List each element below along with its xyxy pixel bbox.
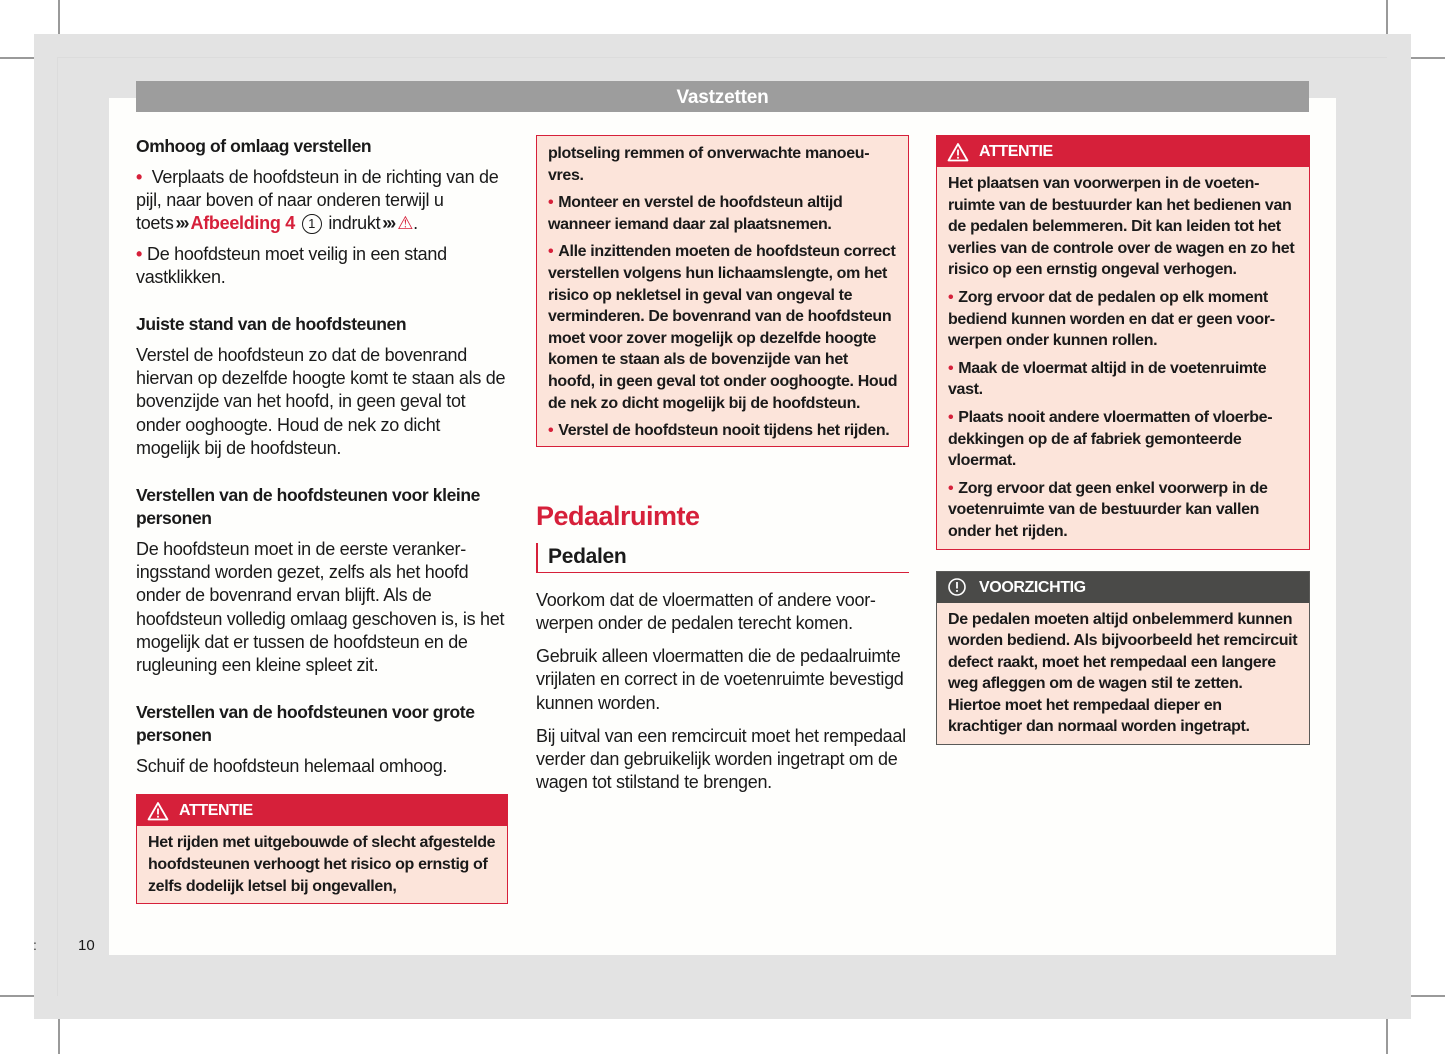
margin-mark: :: [33, 937, 37, 953]
chapter-title: Pedaalruimte: [536, 500, 700, 531]
callout-number-icon: 1: [302, 214, 322, 234]
caution-box-title: VOORZICHTIG: [979, 578, 1086, 596]
warning-text: plotseling remmen of onverwachte manoeuvres.: [548, 145, 870, 184]
warning-box-title: ATTENTIE: [179, 802, 253, 820]
paragraph: Gebruik alleen vloermatten die de pedaalruimte vrijlaten en correct in de voetenruimte bevestigd kunnen worden.: [536, 646, 904, 713]
section-heading: Verstellen van de hoofdsteunen voor grote personen: [136, 702, 475, 746]
caution-text: De pedalen moeten altijd onbelemmerd kunnen worden bediend. Als bijvoorbeeld het remcircuit defect raakt, moet het rempedaal een langere weg afleggen om de wagen stil te zetten. Hiertoe moet het rempedaal dieper en krachtiger dan normaal worden ingetrapt.: [948, 610, 1298, 736]
warning-box-body: [137, 826, 507, 903]
warning-triangle-icon: [147, 801, 169, 821]
warning-box-body: [537, 136, 908, 446]
paragraph: Bij uitval van een remcircuit moet het rempedaal verder dan gebruikelijk worden ingetrapt om de wagen tot stilstand te brengen.: [536, 725, 906, 793]
warning-box: [936, 135, 1310, 550]
paragraph: De hoofdsteun moet in de eerste verankeringsstand worden gezet, zelfs als het hoofd onder de bovenrand ervan blijft. Als de hoofdsteun volledig omlaag geschoven is, is het mogelijk dat er tussen de hoofdsteun en de rugleuning een kleine spleet zit.: [136, 539, 505, 676]
bullet-text: Verplaats de hoofdsteun in de richting van de pijl, naar boven of naar onderen terwijl u toets: [136, 167, 499, 234]
warning-bullet: • Zorg ervoor dat geen enkel voorwerp in de voetenruimte van de bestuurder kan vallen onder het rijden.: [948, 478, 1299, 543]
section-heading: Juiste stand van de hoofdsteunen: [136, 314, 407, 335]
warning-triangle-icon: [947, 142, 969, 162]
paragraph: Schuif de hoofdsteun helemaal omhoog.: [136, 756, 448, 777]
warning-bullet: • Plaats nooit andere vloermatten of vloerbedekkingen op de af fabriek gemonteerde vloermat.: [948, 407, 1299, 472]
bullet-item: [136, 166, 508, 236]
exclamation-circle-icon: [947, 577, 969, 597]
paragraph: Voorkom dat de vloermatten of andere voorwerpen onder de pedalen terecht komen.: [536, 589, 876, 633]
warning-bullet: • Zorg ervoor dat de pedalen op elk moment bediend kunnen worden en dat er geen voorwerpen onder kunnen rollen.: [948, 287, 1299, 352]
section-heading: Omhoog of omlaag verstellen: [136, 136, 372, 156]
caution-box-body: [937, 603, 1309, 745]
paragraph: Verstel de hoofdsteun zo dat de bovenrand hiervan op dezelfde hoogte komt te staan als de bovenzijde van het hoofd, in geen geval tot onder ooghoogte. Houd de nek zo dicht mogelijk bij de hoofdsteun.: [136, 345, 506, 458]
warning-bullet: • Alle inzittenden moeten de hoofdsteun correct verstellen volgens hun lichaamslengte, om het risico op nekletsel in geval van ongeval te verminderen. De bovenrand van de hoofdsteun moet voor zover mogelijk op dezelfde hoogte komen te staan als de bovenzijde van het hoofd, in geen geval tot onder ooghoogte. Houd de nek zo dicht mogelijk bij de hoofdsteun.: [548, 241, 898, 414]
warning-bullet: • Maak de vloermat altijd in de voetenruimte vast.: [948, 358, 1299, 401]
warning-box-body: [937, 167, 1309, 549]
warning-triangle-icon[interactable]: ⚠: [397, 213, 414, 234]
caution-box-header: [937, 572, 1309, 603]
warning-box: [136, 794, 508, 904]
section-title: Pedalen: [536, 543, 909, 573]
warning-box-header: [937, 136, 1309, 167]
right-column: [936, 135, 1310, 745]
page-header: Vastzetten: [136, 81, 1309, 112]
warning-text: Het plaatsen van voorwerpen in de voetenruimte van de bestuurder kan het bedienen van de pedalen belemmeren. Dit kan leiden tot het verlies van de controle over de wagen en zo het risico op een ernstig ongeval verhogen.: [948, 175, 1295, 279]
warning-bullet: • Monteer en verstel de hoofdsteun altijd wanneer iemand daar zal plaatsnemen.: [548, 192, 898, 235]
warning-box-header: [137, 795, 507, 826]
bullet-text: De hoofdsteun moet veilig in een stand vastklikken.: [136, 243, 447, 287]
section-heading: Verstellen van de hoofdsteunen voor kleine personen: [136, 485, 480, 529]
bullet-item: [136, 243, 508, 289]
bullet-text: indrukt: [328, 213, 381, 234]
caution-box: [936, 571, 1310, 746]
left-column: [136, 130, 508, 904]
chevron-arrow-icon: ›››: [175, 213, 188, 234]
chevron-arrow-icon: ›››: [382, 213, 395, 234]
punctuation: .: [413, 213, 418, 234]
middle-column: [536, 135, 909, 794]
page-number: 10: [78, 937, 95, 954]
warning-bullet: • Verstel de hoofdsteun nooit tijdens het rijden.: [548, 420, 898, 442]
warning-box-continued: [536, 135, 909, 447]
figure-link[interactable]: Afbeelding 4: [190, 213, 295, 234]
warning-text: Het rijden met uitgebouwde of slecht afgestelde hoofdsteunen verhoogt het risico op ernstig of zelfs dodelijk letsel bij ongevallen,: [148, 834, 496, 895]
warning-box-title: ATTENTIE: [979, 143, 1053, 160]
